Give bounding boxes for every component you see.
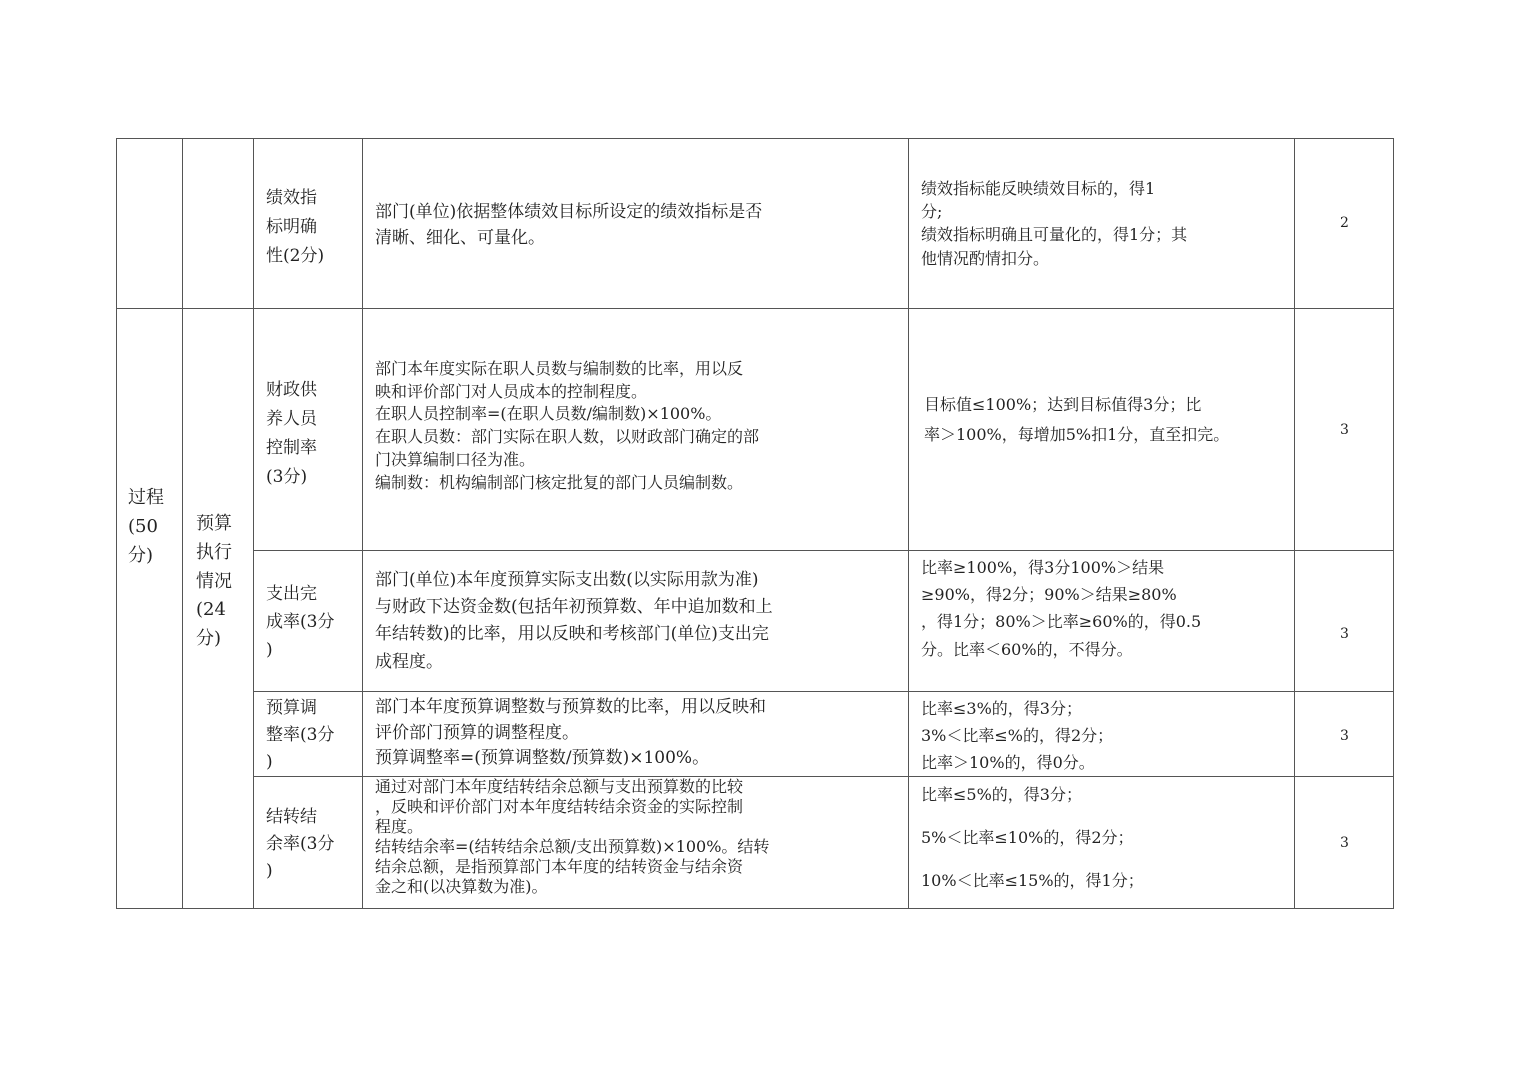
score-cell: 3: [1340, 728, 1349, 744]
column-divider: [362, 138, 363, 909]
description-cell: 部门本年度预算调整数与预算数的比率，用以反映和 评价部门预算的调整程度。 预算调整率=(预算调整数/预算数)×100%。: [375, 697, 766, 768]
criteria-cell: 比率≤3%的，得3分； 3%＜比率≤%的，得2分； 比率＞10%的，得0分。: [921, 699, 1114, 773]
indicator-cell: 支出完 成率(3分 ): [266, 584, 335, 661]
description-cell: 通过对部门本年度结转结余总额与支出预算数的比较 ，反映和评价部门对本年度结转结余资金的实际控制 程度。 结转结余率=(结转结余总额/支出预算数)×100%。结转 结余总额，是指预算部门本年度的结转资金与结余资 金之和(以决算数为准)。: [375, 777, 770, 896]
indicator-cell: 结转结 余率(3分 ): [266, 807, 335, 882]
description-cell: 部门(单位)依据整体绩效目标所设定的绩效指标是否 清晰、细化、可量化。: [375, 202, 763, 248]
table-border-right: [1393, 138, 1394, 909]
score-cell: 3: [1340, 835, 1349, 851]
column-divider: [1294, 138, 1295, 909]
score-cell: 2: [1340, 215, 1349, 231]
criteria-cell: 比率≤5%的，得3分； 5%＜比率≤10%的，得2分； 10%＜比率≤15%的，得1分；: [921, 785, 1144, 891]
description-cell: 部门本年度实际在职人员数与编制数的比率，用以反 映和评价部门对人员成本的控制程度。 在职人员控制率=(在职人员数/编制数)×100%。 在职人员数：部门实际在职人数，以财政部门确定的部 门决算编制口径为准。 编制数：机构编制部门核定批复的部门人员编制数。: [375, 359, 760, 492]
subcategory-cell: 预算 执行 情况 (24 分): [196, 513, 232, 650]
score-cell: 3: [1340, 626, 1349, 642]
category-cell: 过程 (50 分): [128, 487, 164, 566]
score-cell: 3: [1340, 422, 1349, 438]
indicator-cell: 财政供 养人员 控制率 (3分): [266, 380, 317, 487]
column-divider: [182, 138, 183, 909]
column-divider: [908, 138, 909, 909]
indicator-cell: 预算调 整率(3分 ): [266, 698, 335, 773]
indicator-cell: 绩效指 标明确 性(2分): [266, 188, 325, 266]
criteria-cell: 绩效指标能反映绩效目标的，得1 分; 绩效指标明确且可量化的，得1分；其 他情况酌情扣分。: [921, 179, 1188, 268]
criteria-cell: 目标值≤100%；达到目标值得3分；比 率＞100%，每增加5%扣1分，直至扣完。: [924, 395, 1230, 444]
column-divider: [253, 138, 254, 909]
row-divider: [253, 691, 1394, 692]
criteria-cell: 比率≥100%，得3分100%＞结果 ≥90%，得2分；90%＞结果≥80% ，得1分；80%＞比率≥60%的，得0.5 分。比率＜60%的，不得分。: [921, 558, 1202, 659]
row-divider: [116, 308, 1394, 309]
table-border-bottom: [116, 908, 1394, 909]
evaluation-table: [116, 138, 1394, 909]
description-cell: 部门(单位)本年度预算实际支出数(以实际用款为准) 与财政下达资金数(包括年初预算数、年中追加数和上 年结转数)的比率，用以反映和考核部门(单位)支出完 成程度。: [375, 570, 773, 672]
table-border-top: [116, 138, 1394, 139]
table-border-left: [116, 138, 117, 909]
row-divider: [253, 550, 1394, 551]
